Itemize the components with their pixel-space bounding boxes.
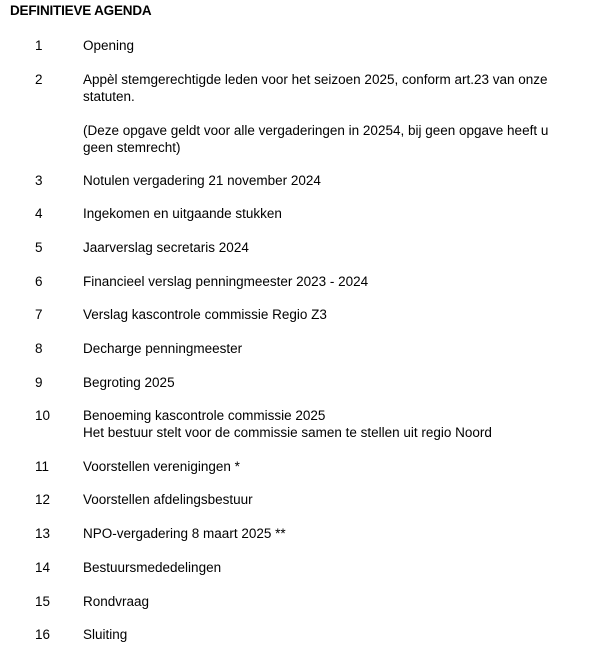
item-text: Appèl stemgerechtigde leden voor het seizoen 2025, conform art.23 van onze <box>83 72 548 87</box>
item-text: Decharge penningmeester <box>83 341 243 356</box>
item-text: Jaarverslag secretaris 2024 <box>83 240 249 255</box>
item-number: 13 <box>35 526 51 541</box>
item-number: 5 <box>35 240 43 255</box>
item-number: 6 <box>35 274 43 289</box>
item-text: Sluiting <box>83 627 128 642</box>
item-number: 12 <box>35 492 51 507</box>
item-text: Rondvraag <box>83 594 150 609</box>
item-text: Voorstellen verenigingen * <box>83 459 240 474</box>
item-note-text: geen stemrecht) <box>83 140 181 155</box>
agenda-title: DEFINITIEVE AGENDA <box>10 3 152 18</box>
item-number: 2 <box>35 72 43 87</box>
item-text: Notulen vergadering 21 november 2024 <box>83 173 321 188</box>
item-text: Begroting 2025 <box>83 375 175 390</box>
item-number: 15 <box>35 594 51 609</box>
item-text: Het bestuur stelt voor de commissie samen te stellen uit regio Noord <box>83 425 492 440</box>
item-text: NPO-vergadering 8 maart 2025 ** <box>83 526 286 541</box>
item-text: Benoeming kascontrole commissie 2025 <box>83 408 326 423</box>
item-number: 16 <box>35 627 51 642</box>
item-number: 8 <box>35 341 43 356</box>
item-number: 4 <box>35 206 43 221</box>
item-note-text: (Deze opgave geldt voor alle vergaderingen in 20254, bij geen opgave heeft u <box>83 123 549 138</box>
item-number: 14 <box>35 560 51 575</box>
item-number: 7 <box>35 307 43 322</box>
item-text: Voorstellen afdelingsbestuur <box>83 492 253 507</box>
item-number: 1 <box>35 38 43 53</box>
item-text: Opening <box>83 38 135 53</box>
item-text: Verslag kascontrole commissie Regio Z3 <box>83 307 327 322</box>
item-text: Financieel verslag penningmeester 2023 - 2024 <box>83 274 369 289</box>
item-text: Bestuursmededelingen <box>83 560 222 575</box>
item-text: statuten. <box>83 89 135 104</box>
item-note <box>83 122 603 156</box>
item-number: 3 <box>35 173 43 188</box>
item-text: Ingekomen en uitgaande stukken <box>83 206 282 221</box>
item-number: 9 <box>35 375 43 390</box>
item-number: 11 <box>35 459 50 474</box>
item-number: 10 <box>35 408 51 423</box>
